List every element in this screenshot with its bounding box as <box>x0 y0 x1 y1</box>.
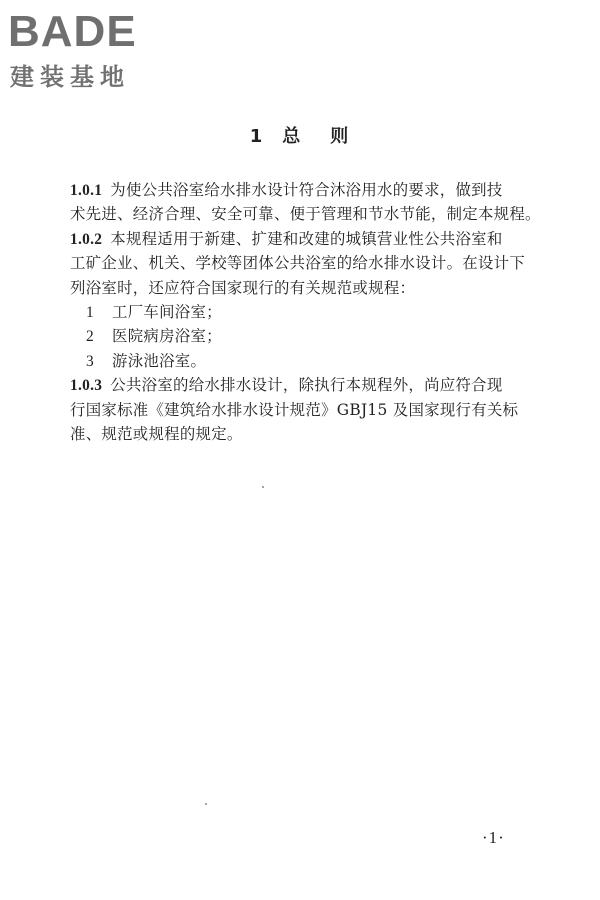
clause-1-0-1-line-1 <box>70 178 550 202</box>
clause-1-0-1-line-2 <box>70 202 550 226</box>
chapter-title <box>0 122 600 148</box>
clause-1-0-2-line-2 <box>70 251 550 275</box>
page-number: ·1· <box>482 828 505 847</box>
scan-speck <box>205 803 207 805</box>
document-body <box>70 178 550 446</box>
list-item-text: 工厂车间浴室； <box>112 302 222 321</box>
clause-number: 1.0.3 <box>70 377 103 395</box>
bade-logo <box>8 4 178 96</box>
clause-1-0-3-line-3 <box>70 422 550 446</box>
clause-text: 为使公共浴室给水排水设计符合沐浴用水的要求，做到技 <box>110 181 503 199</box>
chapter-title-part2: 则 <box>330 126 351 147</box>
clause-text: 术先进、经济合理、安全可靠、便于管理和节水节能，制定本规程。 <box>70 205 541 224</box>
list-item-text: 游泳池浴室。 <box>112 351 207 370</box>
chapter-number: 1 <box>249 126 265 147</box>
clause-number: 1.0.1 <box>70 182 103 199</box>
list-item <box>70 300 550 324</box>
clause-1-0-3-line-2 <box>70 398 550 422</box>
clause-1-0-2-line-3 <box>70 276 550 300</box>
list-item-number: 2 <box>86 328 94 346</box>
list-item-text: 医院病房浴室； <box>112 327 222 346</box>
clause-1-0-3-line-1 <box>70 373 550 397</box>
list-item <box>70 324 550 348</box>
clause-text: 列浴室时，还应符合国家现行的有关规范或规程： <box>70 278 416 297</box>
scan-speck <box>262 486 264 488</box>
clause-text: 准、规范或规程的规定。 <box>70 424 243 443</box>
list-item-number: 1 <box>86 303 94 321</box>
chapter-title-part1: 总 <box>282 126 303 147</box>
logo-wordmark: BADE <box>8 7 137 56</box>
list-item-number: 3 <box>86 352 94 370</box>
clause-text: 行国家标准《建筑给水排水设计规范》GBJ15 及国家现行有关标 <box>70 400 519 419</box>
clause-text: 工矿企业、机关、学校等团体公共浴室的给水排水设计。在设计下 <box>70 254 526 273</box>
logo-subtitle: 建装基地 <box>10 63 130 91</box>
clause-number: 1.0.2 <box>70 230 103 248</box>
clause-text: 公共浴室的给水排水设计，除执行本规程外，尚应符合现 <box>110 376 503 395</box>
clause-text: 本规程适用于新建、扩建和改建的城镇营业性公共浴室和 <box>110 229 503 248</box>
list-item <box>70 349 550 373</box>
clause-1-0-2-line-1 <box>70 227 550 251</box>
